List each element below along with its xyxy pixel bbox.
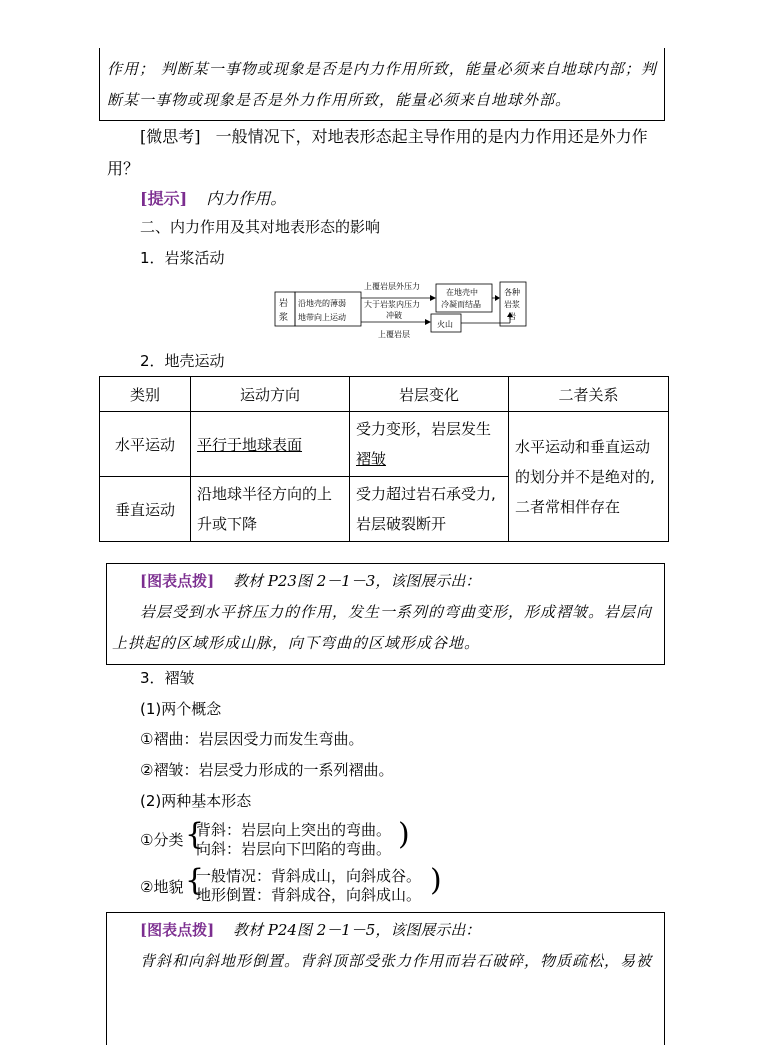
hint-block <box>140 186 286 209</box>
crust-movement-table <box>99 376 669 542</box>
cool-text-top: 在地壳中 <box>446 288 478 297</box>
row-change <box>350 412 509 477</box>
note-box-2-line-2: 上拱起的区域形成山脉，向下弯曲的区域形成谷地。 <box>112 634 481 652</box>
relation-line-2: 的划分并不是绝对的, <box>515 467 655 486</box>
terrain-line-1: 一般情况：背斜成山，向斜成谷。 <box>196 867 422 885</box>
note-box-1-line-1: 作用； 判断某一事物或现象是否是内力作用所致，能量必须来自地球内部；判 <box>107 60 657 78</box>
hint-answer: 内力作用。 <box>206 189 287 208</box>
row-relation <box>509 412 669 542</box>
volcano-text: 火山 <box>437 320 453 329</box>
concepts-title: (1)两个概念 <box>140 700 222 718</box>
classify-line-2: 向斜：岩层向下凹陷的弯曲。 <box>196 840 392 858</box>
row-change <box>350 477 509 542</box>
terrain-line-2: 地形倒置：背斜成谷，向斜成山。 <box>196 886 422 904</box>
forms-title: (2)两种基本形态 <box>140 792 252 810</box>
note-box-3-head <box>140 919 480 940</box>
path-text-bottom: 地带向上运动 <box>298 313 346 322</box>
note-box-3-line-1: 背斜和向斜地形倒置。背斜顶部受张力作用而岩石破碎，物质疏松，易被 <box>140 952 653 970</box>
hint-label: [提示] <box>140 189 188 208</box>
path-text-top: 沿地壳的薄弱 <box>298 299 346 308</box>
rock-text-1: 各种 <box>504 288 520 297</box>
upper-text-top: 上覆岩层外压力 <box>364 282 420 291</box>
row-direction <box>191 477 350 542</box>
break-text: 冲破 <box>386 311 402 320</box>
table-header: 类别 <box>100 377 191 412</box>
cool-text-bottom: 冷凝而结晶 <box>441 300 481 309</box>
think-question: 一般情况下，对地表形态起主导作用的是内力作用还是外力作 <box>215 127 648 146</box>
think-label: [微思考] <box>140 127 201 146</box>
sub-heading-crust: 2．地壳运动 <box>140 352 225 370</box>
row-type: 垂直运动 <box>100 477 191 542</box>
note-box-2-intro: 教材 P23图 2－1－3，该图展示出： <box>232 572 481 590</box>
change-line-2: 岩层破裂断开 <box>356 515 447 533</box>
table-header: 二者关系 <box>509 377 669 412</box>
concept-2: ②褶皱：岩层受力形成的一系列褶曲。 <box>140 761 394 779</box>
note-box-1-line-2: 断某一事物或现象是否是外力作用所致，能量必须来自地球外部。 <box>107 91 572 109</box>
right-paren: ) <box>398 817 410 852</box>
left-brace: { <box>185 863 205 898</box>
think-question-cont: 用？ <box>107 159 140 178</box>
note-box-3-label: [图表点拨] <box>140 921 215 939</box>
terrain-label: ②地貌 <box>140 878 184 896</box>
change-line-1: 受力超过岩石承受力, <box>356 485 496 503</box>
direction-line-1: 沿地球半径方向的上 <box>197 485 333 503</box>
change-line-2: 褶皱 <box>356 450 387 468</box>
magma-label-1: 岩 <box>279 299 289 309</box>
rock-text-2: 岩浆 <box>504 300 520 309</box>
sub-heading-fold: 3．褶皱 <box>140 669 195 687</box>
direction-text: 平行于地球表面 <box>197 435 303 454</box>
magma-label-2: 浆 <box>279 313 289 323</box>
relation-line-3: 二者常相伴存在 <box>515 497 621 516</box>
rock-text-3: 岩 <box>508 312 516 321</box>
row-direction <box>191 412 350 477</box>
direction-line-2: 升或下降 <box>197 515 258 533</box>
magma-diagram <box>270 278 530 342</box>
note-box-3-intro: 教材 P24图 2－1－5，该图展示出： <box>232 921 481 939</box>
right-paren: ) <box>430 863 442 898</box>
left-brace: { <box>185 817 205 852</box>
table-header: 运动方向 <box>191 377 350 412</box>
concept-1: ①褶曲：岩层因受力而发生弯曲。 <box>140 730 364 748</box>
table-row <box>100 412 669 477</box>
upper-text-bottom: 大于岩浆内压力 <box>364 300 420 309</box>
classify-label: ①分类 <box>140 831 184 849</box>
relation-line-1: 水平运动和垂直运动 <box>515 437 651 456</box>
table-header-row <box>100 377 669 412</box>
table-header: 岩层变化 <box>350 377 509 412</box>
change-line-1: 受力变形，岩层发生 <box>356 420 492 438</box>
row-type: 水平运动 <box>100 412 191 477</box>
classify-line-1: 背斜：岩层向上突出的弯曲。 <box>196 821 392 839</box>
sub-heading-magma: 1．岩浆活动 <box>140 249 225 267</box>
think-block <box>140 124 648 147</box>
note-box-2-head <box>140 570 480 591</box>
note-box-2-line-1: 岩层受到水平挤压力的作用，发生一系列的弯曲变形，形成褶皱。岩层向 <box>140 603 653 621</box>
note-box-2-label: [图表点拨] <box>140 572 215 590</box>
lower-label: 上覆岩层 <box>378 330 410 339</box>
section-title: 二、内力作用及其对地表形态的影响 <box>140 218 381 236</box>
